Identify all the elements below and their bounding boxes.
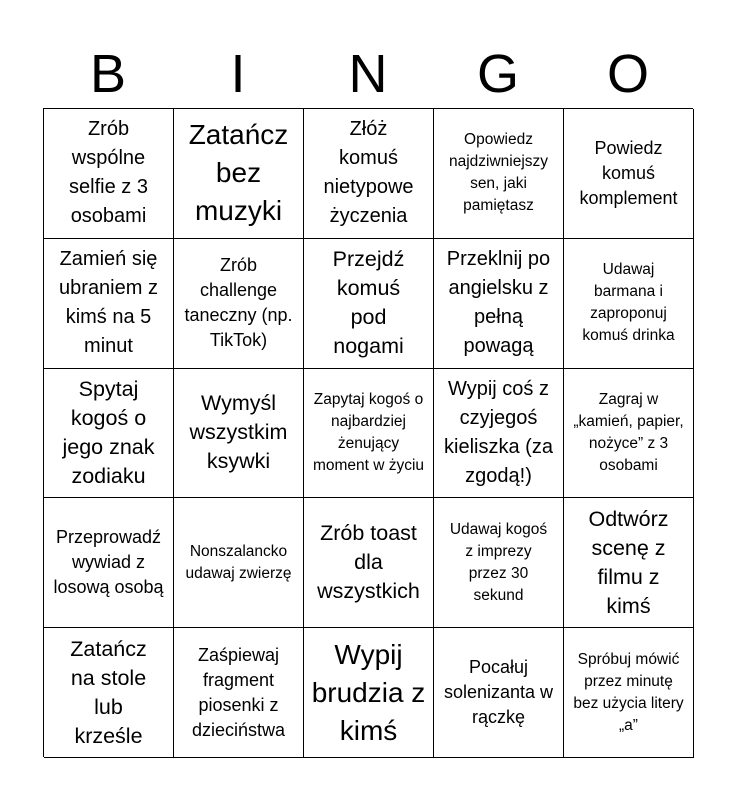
header-letter-i: I [230, 44, 246, 104]
bingo-cell-text: Powiedz komuś komplement [579, 137, 678, 208]
bingo-cell-text: Zatańcz na stole lub krześle [70, 636, 147, 748]
bingo-cell-text: Złóż komuś nietypowe życzenia [323, 118, 414, 228]
bingo-cell-r2-c3[interactable] [304, 239, 434, 369]
bingo-cell-text: Przeprowadź wywiad z losową osobą [53, 527, 164, 598]
bingo-cell-text: Zamień się ubraniem z kimś na 5 minut [59, 248, 158, 358]
bingo-cell-r3-c5[interactable] [564, 369, 694, 499]
bingo-cell-r1-c2[interactable] [174, 109, 304, 239]
bingo-cell-text: Spróbuj mówić przez minutę bez użycia litery „a” [573, 650, 684, 734]
bingo-cell-text: Zatańcz bez muzyki [188, 119, 289, 227]
bingo-cell-r4-c1[interactable] [44, 498, 174, 628]
bingo-cell-r5-c4[interactable] [434, 628, 564, 758]
bingo-cell-r3-c2[interactable] [174, 369, 304, 499]
bingo-cell-text: Opowiedz najdziwniejszy sen, jaki pamiętasz [448, 131, 549, 215]
header-letter-g: G [476, 44, 519, 104]
bingo-cell-text: Nonszalancko udawaj zwierzę [185, 542, 292, 582]
bingo-cell-text: Zrób toast dla wszystkich [317, 521, 420, 604]
bingo-cell-text: Zrób challenge taneczny (np. TikTok) [184, 255, 293, 351]
bingo-cell-r5-c1[interactable] [44, 628, 174, 758]
bingo-cell-text: Zaśpiewaj fragment piosenki z dzieciństwa [191, 644, 286, 740]
bingo-cell-text: Przeklnij po angielsku z pełną powagą [446, 248, 551, 358]
bingo-cell-text: Wypij brudzia z kimś [311, 638, 426, 746]
header-letter-o: O [606, 44, 649, 104]
bingo-cell-r2-c2[interactable] [174, 239, 304, 369]
bingo-cell-r4-c5[interactable] [564, 498, 694, 628]
bingo-header [43, 40, 693, 108]
bingo-card-grid [43, 108, 693, 757]
header-letter-n: N [348, 44, 388, 104]
bingo-cell-r3-c1[interactable] [44, 369, 174, 499]
bingo-cell-r2-c5[interactable] [564, 239, 694, 369]
bingo-cell-text: Wypij coś z czyjegoś kieliszka (za zgodą!) [444, 377, 553, 487]
bingo-cell-text: Wymyśl wszystkim ksywki [189, 391, 288, 474]
bingo-cell-text: Udawaj barmana i zaproponuj komuś drinka [582, 261, 675, 345]
bingo-cell-r1-c5[interactable] [564, 109, 694, 239]
bingo-cell-r2-c4[interactable] [434, 239, 564, 369]
header-letter-b: B [89, 44, 127, 104]
bingo-cell-r4-c2[interactable] [174, 498, 304, 628]
bingo-cell-r4-c3[interactable] [304, 498, 434, 628]
bingo-cell-text: Pocałuj solenizanta w rączkę [443, 657, 554, 728]
bingo-cell-text: Spytaj kogoś o jego znak zodiaku [62, 376, 155, 488]
bingo-cell-r1-c3[interactable] [304, 109, 434, 239]
bingo-cell-r1-c1[interactable] [44, 109, 174, 239]
bingo-cell-r2-c1[interactable] [44, 239, 174, 369]
bingo-cell-text: Udawaj kogoś z imprezy przez 30 sekund [449, 520, 548, 604]
bingo-cell-r3-c3[interactable] [304, 369, 434, 499]
bingo-cell-r5-c2[interactable] [174, 628, 304, 758]
bingo-cell-r1-c4[interactable] [434, 109, 564, 239]
bingo-cell-r4-c4[interactable] [434, 498, 564, 628]
bingo-cell-text: Zapytaj kogoś o najbardziej żenujący moment w życiu [312, 390, 425, 474]
bingo-cell-text: Zrób wspólne selfie z 3 osobami [69, 118, 148, 228]
bingo-cell-r5-c5[interactable] [564, 628, 694, 758]
bingo-cell-text: Przejdź komuś pod nogami [332, 247, 405, 359]
bingo-cell-text: Zagraj w „kamień, papier, nożyce” z 3 osobami [573, 390, 684, 474]
bingo-cell-text: Odtwórz scenę z filmu z kimś [588, 506, 669, 618]
bingo-cell-r3-c4[interactable] [434, 369, 564, 499]
bingo-cell-r5-c3[interactable] [304, 628, 434, 758]
